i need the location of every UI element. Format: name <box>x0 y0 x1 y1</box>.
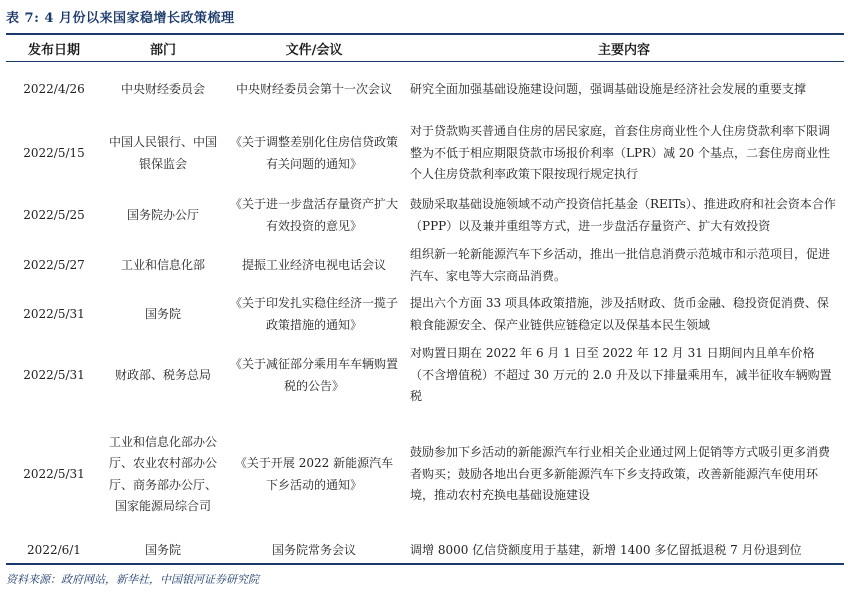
cell-dept: 财政部、税务总局 <box>114 367 211 382</box>
table-row <box>6 118 844 190</box>
cell-content: 鼓励参加下乡活动的新能源汽车行业相关企业通过网上促销等方式吸引更多消费者购买；鼓励各地出台更多新能源汽车下乡支持政策，改善新能源汽车使用环境，推动农村充换电基础设施建设 <box>410 445 831 503</box>
table-row <box>6 190 844 242</box>
cell-dept: 中央财经委员会 <box>120 82 205 97</box>
column-header-dept: 部门 <box>102 34 224 62</box>
column-header-doc: 文件/会议 <box>224 34 404 62</box>
cell-doc: 中央财经委员会第十一次会议 <box>235 82 392 97</box>
cell-date: 2022/5/31 <box>23 466 85 481</box>
column-header-content: 主要内容 <box>404 34 844 62</box>
cell-content: 鼓励采取基础设施领域不动产投资信托基金（REITs）、推进政府和社会资本合作（PPP）以及兼并重组等方式，进一步盘活存量资产、扩大有效投资 <box>410 197 836 233</box>
table-row <box>6 242 844 290</box>
table-row <box>6 538 844 564</box>
source-note: 资料来源：政府网站，新华社，中国银河证券研究院 <box>6 573 259 586</box>
cell-doc: 《关于进一步盘活存量资产扩大有效投资的意见》 <box>230 197 399 233</box>
cell-dept: 工业和信息化部 <box>120 257 205 272</box>
cell-content: 对于贷款购买普通自住房的居民家庭，首套住房商业性个人住房贷款利率下限调整为不低于相应期限贷款市场报价利率（LPR）减 20 个基点，二套住房商业性个人住房贷款利率政策下限按现行规定执行 <box>410 124 831 182</box>
table-header-row <box>6 34 844 62</box>
cell-doc: 提振工业经济电视电话会议 <box>241 257 386 272</box>
cell-doc: 国务院常务会议 <box>224 538 404 564</box>
cell-dept: 工业和信息化部办公厅、农业农村部办公厅、商务部办公厅、国家能源局综合司 <box>108 434 217 513</box>
cell-content: 提出六个方面 33 项具体政策措施，涉及括财政、货币金融、稳投资促消费、保粮食能源安全、保产业链供应链稳定以及保基本民生领域 <box>410 296 829 332</box>
table-row <box>6 340 844 412</box>
table-title: 表 7: 4 月份以来国家稳增长政策梳理 <box>6 11 235 26</box>
table-row <box>6 290 844 340</box>
cell-content: 调增 8000 亿信贷额度用于基建，新增 1400 多亿留抵退税 7 月份退到位 <box>404 538 844 564</box>
cell-date: 2022/5/31 <box>23 367 85 382</box>
cell-date: 2022/5/15 <box>23 145 85 160</box>
cell-dept: 国务院办公厅 <box>126 207 199 222</box>
cell-dept: 中国人民银行、中国银保监会 <box>108 135 217 171</box>
cell-date: 2022/5/31 <box>23 306 85 321</box>
cell-doc: 《关于开展 2022 新能源汽车下乡活动的通知》 <box>234 456 394 492</box>
cell-date: 2022/6/1 <box>6 538 102 564</box>
cell-content: 对购置日期在 2022 年 6 月 1 日至 2022 年 12 月 31 日期间内且单车价格（不含增值税）不超过 30 万元的 2.0 升及以下排量乘用车，减半征收车辆购置税 <box>410 346 832 404</box>
cell-dept: 国务院 <box>102 538 224 564</box>
table-row <box>6 62 844 118</box>
cell-dept: 国务院 <box>144 306 181 321</box>
cell-doc: 《关于减征部分乘用车车辆购置税的公告》 <box>230 357 399 393</box>
cell-content: 组织新一轮新能源汽车下乡活动，推出一批信息消费示范城市和示范项目，促进汽车、家电等大宗商品消费。 <box>410 247 831 283</box>
cell-content: 研究全面加强基础设施建设问题，强调基础设施是经济社会发展的重要支撑 <box>410 82 807 97</box>
cell-doc: 《关于调整差别化住房信贷政策有关问题的通知》 <box>230 135 399 171</box>
table-row <box>6 412 844 538</box>
cell-doc: 《关于印发扎实稳住经济一揽子政策措施的通知》 <box>230 296 399 332</box>
policy-table <box>6 33 844 565</box>
cell-date: 2022/5/25 <box>23 207 85 222</box>
cell-date: 2022/4/26 <box>23 82 85 97</box>
column-header-date: 发布日期 <box>6 34 102 62</box>
cell-date: 2022/5/27 <box>23 257 85 272</box>
